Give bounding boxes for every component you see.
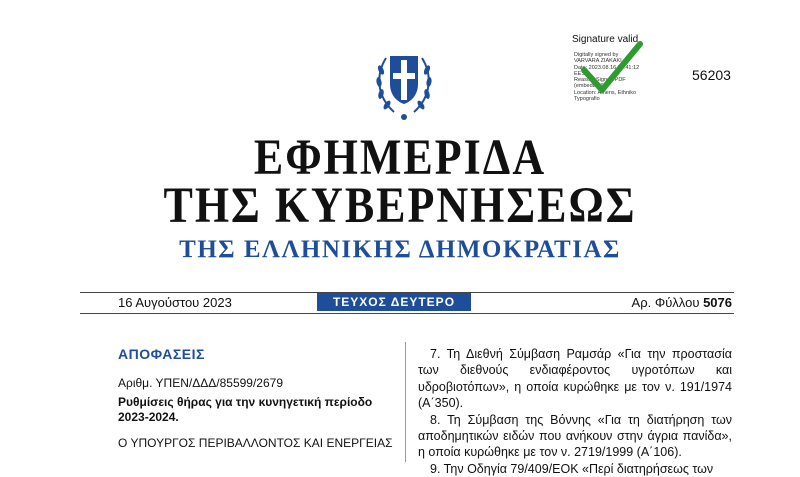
page-number: 56203 (692, 67, 731, 83)
column-divider (405, 342, 406, 462)
greek-coat-of-arms-emblem (372, 40, 436, 122)
sheet-label: Αρ. Φύλλου (631, 295, 700, 310)
sheet-number-value: 5076 (703, 295, 732, 310)
sheet-number (632, 295, 732, 310)
checkmark-icon (578, 38, 644, 98)
minister-title: Ο ΥΠΟΥΡΓΟΣ ΠΕΡΙΒΑΛΛΟΝΤΟΣ ΚΑΙ ΕΝΕΡΓΕΙΑΣ (118, 436, 393, 450)
paragraph-7: 7. Τη Διεθνή Σύμβαση Ραμσάρ «Για την προστασία των διεθνούς ενδιαφέροντος υγροτόπων και υδροβιοτόπων», η οποία κυρώθηκε με τον ν. 191/1974 (Α΄350). (418, 347, 732, 411)
paragraph-9: 9. Την Οδηγία 79/409/ΕΟΚ «Περί διατηρήσεως των (430, 461, 714, 476)
bottom-rule (80, 313, 734, 314)
section-heading: ΑΠΟΦΑΣΕΙΣ (118, 346, 205, 362)
masthead-title-line2: ΤΗΣ ΚΥΒΕΡΝΗΣΕΩΣ (163, 177, 637, 234)
decision-reference: Αριθμ. ΥΠΕΝ/ΔΔΔ/85599/2679 (118, 376, 283, 390)
issue-date: 16 Αυγούστου 2023 (118, 295, 232, 310)
right-column-text (418, 346, 732, 477)
decision-subject: Ρυθμίσεις θήρας για την κυνηγετική περίοδο 2023-2024. (118, 395, 373, 424)
masthead-title-line3: ΤΗΣ ΕΛΛΗΝΙΚΗΣ ΔΗΜΟΚΡΑΤΙΑΣ (179, 236, 621, 263)
issue-series-badge: ΤΕΥΧΟΣ ΔΕΥΤΕΡΟ (317, 293, 471, 311)
masthead-title-line1: ΕΦΗΜΕΡΙΔΑ (253, 129, 547, 186)
signature-details: Digitally signed by VARVARA ZIAKAKI Date: 2023.08.16 23:41:12 EEST Reason: Signed PDF (embedded) Location: Athens, Ethniko Typografio (574, 52, 640, 103)
signature-status: Signature valid (572, 34, 639, 45)
paragraph-8: 8. Τη Σύμβαση της Βόννης «Για τη διατήρηση των αποδημητικών ειδών που ανήκουν στην άγρια πανίδα», η οποία κυρώθηκε με τον ν. 2719/1999 (Α΄106). (418, 412, 732, 460)
digital-signature-stamp[interactable] (568, 34, 678, 106)
